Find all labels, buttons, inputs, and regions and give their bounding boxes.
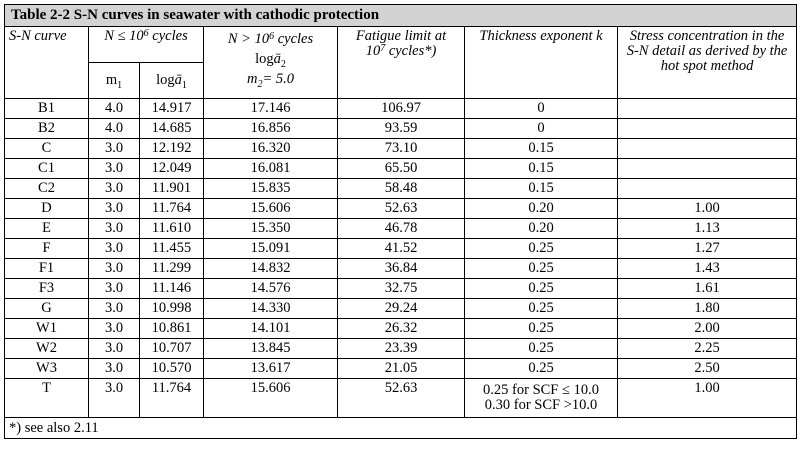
cell-stress-concentration: 1.27 bbox=[618, 239, 797, 259]
table-row-t bbox=[5, 379, 797, 418]
cell-stress-concentration bbox=[618, 159, 797, 179]
cell-log-a1: 12.192 bbox=[140, 139, 204, 159]
cell-m1: 3.0 bbox=[89, 179, 140, 199]
header-thickness-exponent: Thickness exponent k bbox=[465, 27, 618, 99]
cell-log-a2: 14.330 bbox=[204, 299, 338, 319]
table-footnote: *) see also 2.11 bbox=[5, 418, 797, 439]
cell-thickness-exponent: 0.15 bbox=[465, 159, 618, 179]
table-row bbox=[5, 279, 797, 299]
cell-log-a2: 14.576 bbox=[204, 279, 338, 299]
cell-log-a2: 15.606 bbox=[204, 199, 338, 219]
cell-fatigue-limit: 21.05 bbox=[338, 359, 465, 379]
cell-m1: 4.0 bbox=[89, 119, 140, 139]
cell-m1: 3.0 bbox=[89, 299, 140, 319]
cell-curve: C2 bbox=[5, 179, 89, 199]
cell-fatigue-limit: 41.52 bbox=[338, 239, 465, 259]
table-row bbox=[5, 119, 797, 139]
cell-m1: 3.0 bbox=[89, 379, 140, 418]
cell-stress-concentration: 1.00 bbox=[618, 379, 797, 418]
table-row bbox=[5, 179, 797, 199]
cell-thickness-exponent: 0.25 bbox=[465, 279, 618, 299]
cell-stress-concentration bbox=[618, 119, 797, 139]
cell-thickness-exponent: 0.25 bbox=[465, 339, 618, 359]
cell-curve: E bbox=[5, 219, 89, 239]
cell-thickness-exponent: 0.25 bbox=[465, 299, 618, 319]
cell-m1: 3.0 bbox=[89, 139, 140, 159]
table-row bbox=[5, 159, 797, 179]
cell-log-a1: 14.917 bbox=[140, 99, 204, 119]
header-n-gt-cycles: $N > 10^6$ cycles logā$_2$ $m_2= 5.0$ bbox=[204, 27, 338, 99]
cell-m1: 3.0 bbox=[89, 159, 140, 179]
table-row bbox=[5, 319, 797, 339]
cell-m1: 3.0 bbox=[89, 279, 140, 299]
cell-curve: C1 bbox=[5, 159, 89, 179]
cell-log-a1: 11.764 bbox=[140, 379, 204, 418]
cell-m1: 3.0 bbox=[89, 199, 140, 219]
table-row bbox=[5, 199, 797, 219]
cell-log-a2: 15.835 bbox=[204, 179, 338, 199]
cell-fatigue-limit: 46.78 bbox=[338, 219, 465, 239]
cell-stress-concentration bbox=[618, 99, 797, 119]
cell-fatigue-limit: 29.24 bbox=[338, 299, 465, 319]
cell-stress-concentration: 2.25 bbox=[618, 339, 797, 359]
table-row bbox=[5, 339, 797, 359]
cell-fatigue-limit: 36.84 bbox=[338, 259, 465, 279]
cell-fatigue-limit: 73.10 bbox=[338, 139, 465, 159]
cell-curve: W1 bbox=[5, 319, 89, 339]
cell-log-a2: 15.606 bbox=[204, 379, 338, 418]
cell-curve: F1 bbox=[5, 259, 89, 279]
cell-log-a1: 14.685 bbox=[140, 119, 204, 139]
header-fatigue-limit: Fatigue limit at $10^7$ cycles*) bbox=[338, 27, 465, 99]
table-row bbox=[5, 219, 797, 239]
table-row bbox=[5, 299, 797, 319]
cell-fatigue-limit: 65.50 bbox=[338, 159, 465, 179]
cell-log-a2: 13.845 bbox=[204, 339, 338, 359]
cell-stress-concentration: 1.80 bbox=[618, 299, 797, 319]
cell-thickness-exponent: 0.25 bbox=[465, 359, 618, 379]
cell-stress-concentration: 1.00 bbox=[618, 199, 797, 219]
table-title: Table 2-2 S-N curves in seawater with cathodic protection bbox=[5, 5, 797, 27]
cell-log-a2: 14.101 bbox=[204, 319, 338, 339]
cell-curve: W2 bbox=[5, 339, 89, 359]
cell-fatigue-limit: 23.39 bbox=[338, 339, 465, 359]
sn-curves-table bbox=[4, 4, 797, 439]
cell-log-a2: 16.081 bbox=[204, 159, 338, 179]
table-row bbox=[5, 239, 797, 259]
cell-m1: 3.0 bbox=[89, 219, 140, 239]
cell-curve: B1 bbox=[5, 99, 89, 119]
cell-log-a1: 10.570 bbox=[140, 359, 204, 379]
cell-m1: 3.0 bbox=[89, 239, 140, 259]
cell-log-a1: 11.299 bbox=[140, 259, 204, 279]
cell-fatigue-limit: 52.63 bbox=[338, 199, 465, 219]
cell-fatigue-limit: 106.97 bbox=[338, 99, 465, 119]
cell-stress-concentration: 1.61 bbox=[618, 279, 797, 299]
cell-stress-concentration bbox=[618, 139, 797, 159]
cell-log-a1: 10.998 bbox=[140, 299, 204, 319]
table-row bbox=[5, 139, 797, 159]
cell-thickness-exponent bbox=[465, 379, 618, 418]
cell-m1: 3.0 bbox=[89, 359, 140, 379]
cell-log-a2: 13.617 bbox=[204, 359, 338, 379]
cell-curve: T bbox=[5, 379, 89, 418]
cell-m1: 4.0 bbox=[89, 99, 140, 119]
cell-m1: 3.0 bbox=[89, 339, 140, 359]
cell-fatigue-limit: 52.63 bbox=[338, 379, 465, 418]
cell-log-a1: 11.455 bbox=[140, 239, 204, 259]
cell-thickness-exponent: 0 bbox=[465, 119, 618, 139]
cell-curve: C bbox=[5, 139, 89, 159]
cell-curve: G bbox=[5, 299, 89, 319]
thickness-rule-line2: 0.30 for SCF >10.0 bbox=[484, 397, 598, 413]
cell-log-a2: 14.832 bbox=[204, 259, 338, 279]
cell-m1: 3.0 bbox=[89, 259, 140, 279]
cell-curve: W3 bbox=[5, 359, 89, 379]
cell-curve: F bbox=[5, 239, 89, 259]
cell-stress-concentration: 1.13 bbox=[618, 219, 797, 239]
header-n-le-cycles: $N \le 10^6$ cycles bbox=[89, 27, 204, 63]
header-sn-curve: S-N curve bbox=[5, 27, 89, 99]
cell-thickness-exponent: 0.20 bbox=[465, 199, 618, 219]
cell-fatigue-limit: 26.32 bbox=[338, 319, 465, 339]
cell-log-a1: 12.049 bbox=[140, 159, 204, 179]
cell-log-a2: 17.146 bbox=[204, 99, 338, 119]
cell-log-a2: 16.320 bbox=[204, 139, 338, 159]
cell-log-a1: 10.707 bbox=[140, 339, 204, 359]
cell-stress-concentration: 1.43 bbox=[618, 259, 797, 279]
cell-curve: F3 bbox=[5, 279, 89, 299]
cell-thickness-exponent: 0.15 bbox=[465, 179, 618, 199]
cell-log-a1: 11.146 bbox=[140, 279, 204, 299]
thickness-rule-line1: 0.25 for SCF ≤ 10.0 bbox=[483, 382, 599, 398]
table-row bbox=[5, 259, 797, 279]
cell-stress-concentration bbox=[618, 179, 797, 199]
cell-log-a1: 11.610 bbox=[140, 219, 204, 239]
cell-log-a2: 15.350 bbox=[204, 219, 338, 239]
header-stress-concentration: Stress concentration in the S-N detail as derived by the hot spot method bbox=[618, 27, 797, 99]
cell-log-a1: 11.764 bbox=[140, 199, 204, 219]
header-m1: $m_1$ bbox=[89, 63, 140, 99]
cell-fatigue-limit: 93.59 bbox=[338, 119, 465, 139]
cell-log-a2: 16.856 bbox=[204, 119, 338, 139]
cell-thickness-exponent: 0.25 bbox=[465, 239, 618, 259]
cell-fatigue-limit: 58.48 bbox=[338, 179, 465, 199]
cell-fatigue-limit: 32.75 bbox=[338, 279, 465, 299]
cell-log-a1: 11.901 bbox=[140, 179, 204, 199]
cell-m1: 3.0 bbox=[89, 319, 140, 339]
cell-thickness-exponent: 0.20 bbox=[465, 219, 618, 239]
document-page bbox=[4, 4, 796, 439]
cell-log-a2: 15.091 bbox=[204, 239, 338, 259]
cell-log-a1: 10.861 bbox=[140, 319, 204, 339]
cell-thickness-exponent: 0.25 bbox=[465, 259, 618, 279]
cell-thickness-exponent: 0 bbox=[465, 99, 618, 119]
table-row bbox=[5, 99, 797, 119]
cell-stress-concentration: 2.00 bbox=[618, 319, 797, 339]
header-log-a1: logā$_1$ bbox=[140, 63, 204, 99]
cell-thickness-exponent: 0.25 bbox=[465, 319, 618, 339]
cell-curve: D bbox=[5, 199, 89, 219]
cell-stress-concentration: 2.50 bbox=[618, 359, 797, 379]
cell-thickness-exponent: 0.15 bbox=[465, 139, 618, 159]
cell-curve: B2 bbox=[5, 119, 89, 139]
table-row bbox=[5, 359, 797, 379]
